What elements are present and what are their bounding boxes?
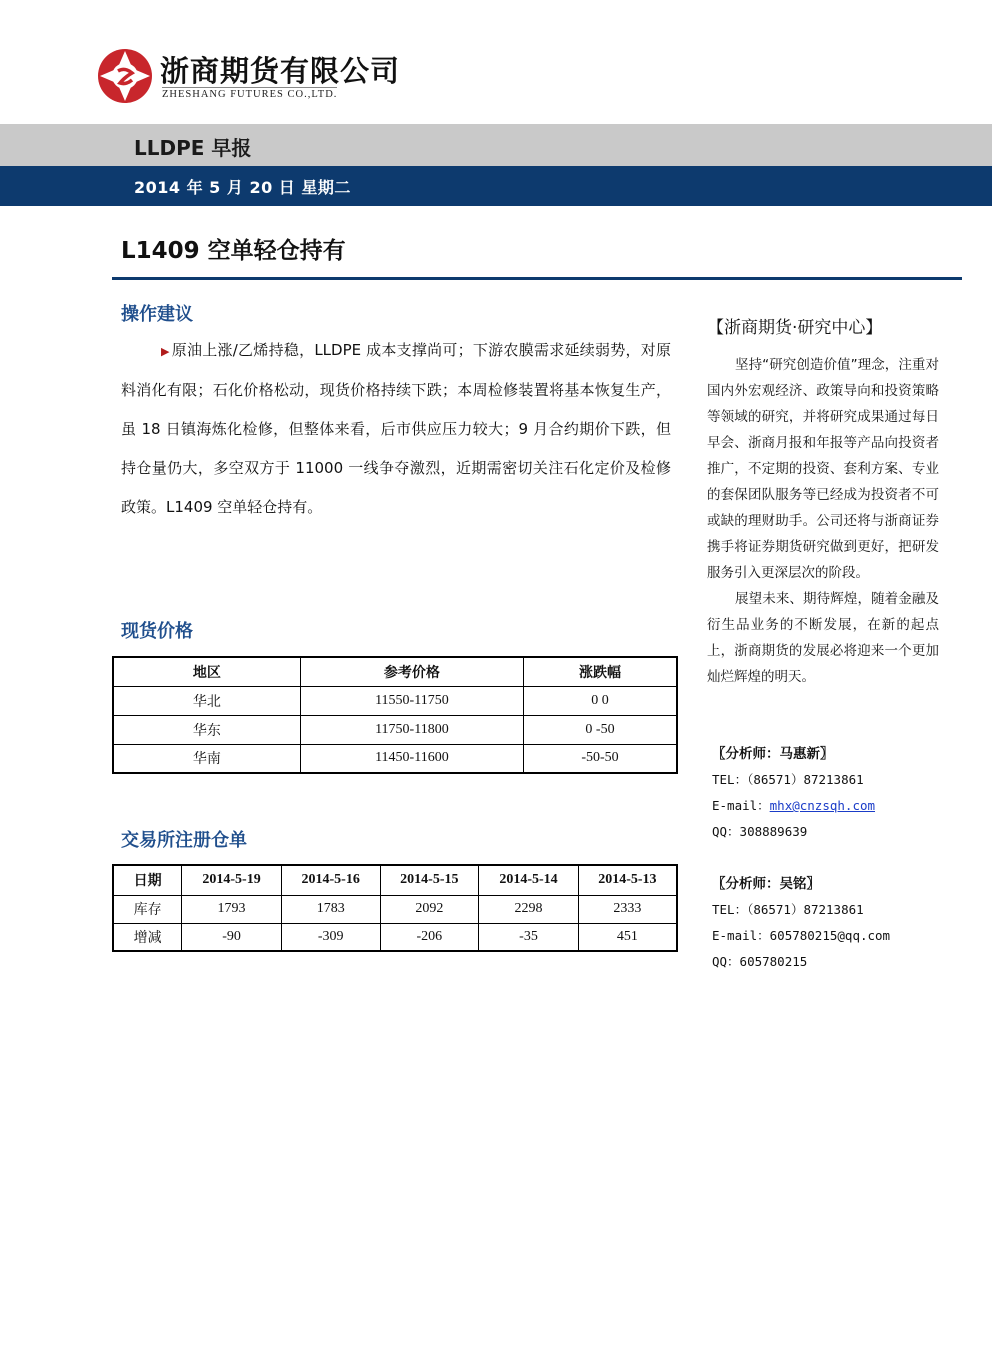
email-label: E-mail： — [712, 798, 770, 813]
table-cell: 1793 — [182, 895, 282, 923]
analyst-email: 605780215@qq.com — [769, 928, 891, 943]
advice-title: 操作建议 — [121, 304, 193, 325]
table-row — [113, 744, 677, 773]
divider — [112, 277, 962, 280]
table-cell: 增减 — [113, 923, 182, 951]
analyst-qq: QQ：308889639 — [712, 824, 808, 839]
table-cell: 华东 — [113, 715, 300, 744]
analyst-name: 〖分析师：吴铭〗 — [712, 876, 820, 892]
analyst-email-link[interactable]: mhx@cnzsqh.com — [769, 798, 876, 813]
intro-paragraph: 展望未来、期待辉煌，随着金融及衍生品业务的不断发展，在新的起点上，浙商期货的发展必将迎来一个更加灿烂辉煌的明天。 — [707, 591, 939, 685]
table-row — [113, 895, 677, 923]
table-cell: 0 0 — [524, 686, 677, 715]
company-logo-icon — [96, 47, 154, 105]
spot-price-table — [112, 656, 678, 774]
report-title: LLDPE 早报 — [134, 136, 252, 160]
warehouse-title: 交易所注册仓单 — [121, 830, 247, 851]
table-row — [113, 923, 677, 951]
table-cell: 451 — [578, 923, 677, 951]
table-header-cell: 日期 — [113, 865, 182, 895]
table-cell: 1783 — [281, 895, 380, 923]
table-cell: -206 — [380, 923, 479, 951]
company-name-cn: 浙商期货有限公司 — [160, 54, 401, 88]
research-center-intro — [707, 352, 939, 690]
table-cell: 库存 — [113, 895, 182, 923]
headline: L1409 空单轻仓持有 — [121, 238, 346, 264]
analyst-tel: TEL：（86571）87213861 — [712, 772, 864, 787]
analyst-card — [712, 871, 890, 975]
table-header-cell: 涨跌幅 — [524, 657, 677, 686]
table-cell: 11450-11600 — [300, 744, 523, 773]
intro-paragraph: 坚持“研究创造价值”理念，注重对国内外宏观经济、政策导向和投资策略等领域的研究，并将研究成果通过每日早会、浙商月报和年报等产品向投资者推广，不定期的投资、套利方案、专业的套保团队服务等已经成为投资者不可或缺的理财助手。公司还将与浙商证券携手将证券期货研究做到更好，把研发服务引入更深层次的阶段。 — [707, 357, 939, 581]
report-date: 2014 年 5 月 20 日 星期二 — [134, 178, 351, 197]
table-cell: -90 — [182, 923, 282, 951]
table-header-row — [113, 865, 677, 895]
table-header-cell: 2014-5-15 — [380, 865, 479, 895]
table-cell: -35 — [479, 923, 579, 951]
analyst-qq: QQ：605780215 — [712, 954, 808, 969]
date-band — [0, 166, 992, 206]
company-name-en: ZHESHANG FUTURES CO.,LTD. — [162, 89, 338, 100]
table-cell: -309 — [281, 923, 380, 951]
table-header-cell: 地区 — [113, 657, 300, 686]
company-logo — [96, 45, 401, 107]
table-row — [113, 715, 677, 744]
analyst-tel: TEL：（86571）87213861 — [712, 902, 864, 917]
table-cell: 11750-11800 — [300, 715, 523, 744]
analyst-card — [712, 741, 875, 845]
table-cell: 2092 — [380, 895, 479, 923]
analyst-email-row — [712, 793, 875, 819]
analyst-email-row — [712, 923, 890, 949]
table-cell: 华南 — [113, 744, 300, 773]
table-cell: 2333 — [578, 895, 677, 923]
spot-title: 现货价格 — [121, 621, 193, 642]
table-header-cell: 参考价格 — [300, 657, 523, 686]
warehouse-table — [112, 864, 678, 952]
table-header-cell: 2014-5-14 — [479, 865, 579, 895]
bullet-arrow-icon: ▶ — [161, 345, 170, 358]
table-cell: 华北 — [113, 686, 300, 715]
table-header-cell: 2014-5-16 — [281, 865, 380, 895]
analyst-name: 〖分析师：马惠新〗 — [712, 746, 834, 762]
research-center-title: 【浙商期货·研究中心】 — [707, 318, 883, 338]
table-header-cell: 2014-5-13 — [578, 865, 677, 895]
table-header-cell: 2014-5-19 — [182, 865, 282, 895]
report-title-band — [0, 124, 992, 166]
table-cell: 2298 — [479, 895, 579, 923]
table-header-row — [113, 657, 677, 686]
email-label: E-mail： — [712, 928, 770, 943]
table-row — [113, 686, 677, 715]
advice-text: 原油上涨/乙烯持稳，LLDPE 成本支撑尚可；下游农膜需求延续弱势，对原料消化有限；石化价格松动，现货价格持续下跌；本周检修装置将基本恢复生产，虽 18 日镇海炼化检修，但整体来看，后市供应压力较大；9 月合约期价下跌，但持仓量仍大，多空双方于 11000 一线争夺激烈，近期需密切关注石化定价及检修政策。L1409 空单轻仓持有。 — [121, 341, 671, 516]
advice-paragraph — [121, 331, 671, 527]
table-cell: -50-50 — [524, 744, 677, 773]
table-cell: 11550-11750 — [300, 686, 523, 715]
table-cell: 0 -50 — [524, 715, 677, 744]
